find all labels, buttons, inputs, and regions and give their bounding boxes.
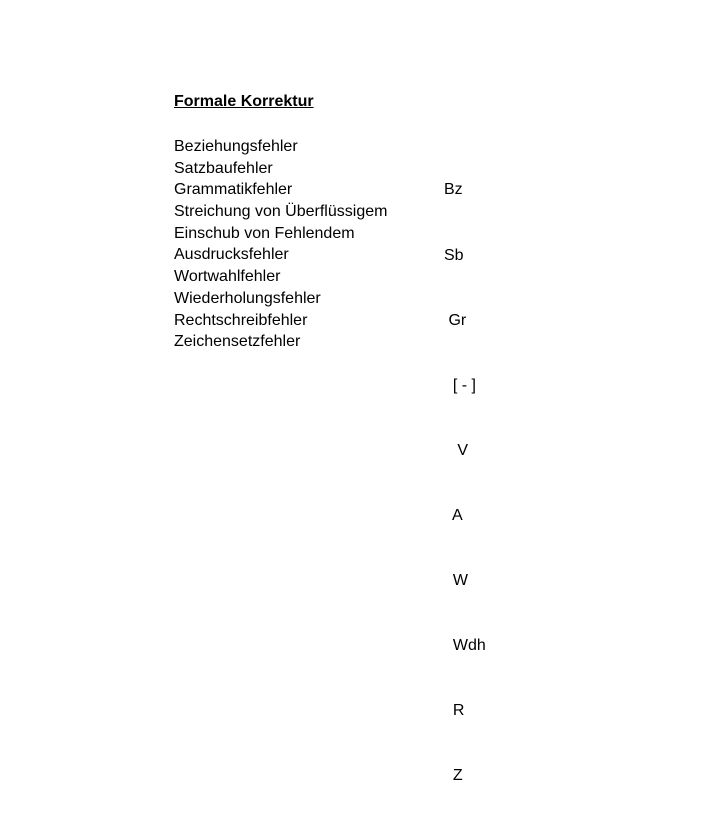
- correction-code: Z: [444, 767, 463, 785]
- correction-code: W: [444, 571, 468, 589]
- correction-code: Gr: [444, 311, 467, 329]
- section-heading: Formale Korrektur: [174, 93, 314, 110]
- error-type-item: Einschub von Fehlendem: [174, 224, 355, 242]
- correction-code: Bz: [444, 181, 463, 199]
- error-type-item: Wortwahlfehler: [174, 268, 281, 286]
- error-type-item: Zeichensetzfehler: [174, 333, 301, 351]
- error-type-item: Streichung von Überflüssigem: [174, 203, 388, 221]
- correction-code: Sb: [444, 246, 464, 264]
- error-type-item: Beziehungsfehler: [174, 138, 298, 155]
- correction-code: A: [444, 506, 463, 524]
- correction-code: [ - ]: [444, 376, 476, 394]
- error-type-item: Ausdrucksfehler: [174, 246, 289, 264]
- error-type-item: Rechtschreibfehler: [174, 311, 308, 329]
- error-type-item: Grammatikfehler: [174, 181, 293, 199]
- error-type-item: Satzbaufehler: [174, 159, 273, 177]
- correction-code-list: [444, 136, 486, 830]
- correction-code: R: [444, 702, 465, 720]
- correction-code: V: [444, 441, 469, 459]
- error-type-list: [174, 136, 387, 353]
- correction-code: Wdh: [444, 637, 486, 655]
- error-type-item: Wiederholungsfehler: [174, 289, 321, 307]
